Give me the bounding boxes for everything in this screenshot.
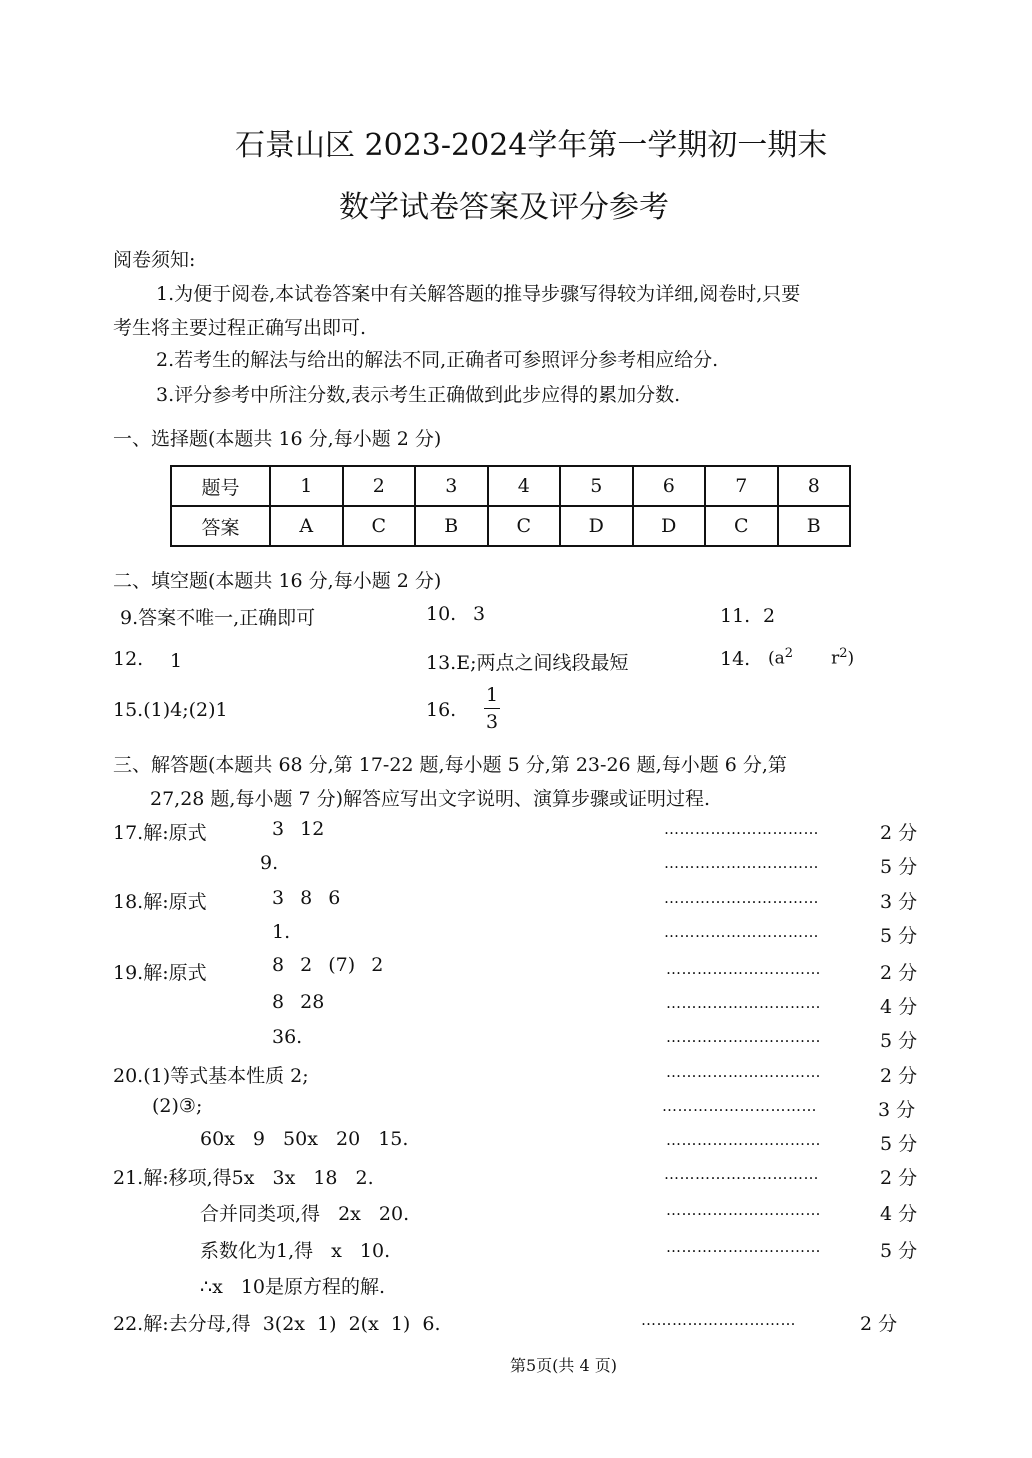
q21-score-3: 5 分: [880, 1240, 918, 1262]
question-number: 2: [343, 466, 416, 506]
answer-q14-label: 14.: [720, 648, 751, 670]
question-number: 8: [778, 466, 851, 506]
fraction-bar: [484, 708, 500, 709]
q19-score-2: 4 分: [880, 996, 918, 1018]
q17-score-1: 2 分: [880, 822, 918, 844]
question-number: 4: [488, 466, 561, 506]
score-leader: …………………………: [666, 1028, 821, 1046]
score-leader: …………………………: [641, 1311, 796, 1329]
q22-score-1: 2 分: [860, 1313, 898, 1335]
row-label-answer: 答案: [171, 506, 270, 546]
answer-cell: C: [488, 506, 561, 546]
answer-q13: 13.E;两点之间线段最短: [426, 652, 629, 674]
q20-score-1: 2 分: [880, 1065, 918, 1087]
score-leader: …………………………: [662, 1097, 817, 1115]
notice-item-2: 2.若考生的解法与给出的解法不同,正确者可参照评分参考相应给分.: [156, 349, 719, 371]
question-number: 5: [560, 466, 633, 506]
question-number: 7: [705, 466, 778, 506]
answer-q9: 9.答案不唯一,正确即可: [120, 607, 316, 629]
q18-step-1: 3 8 6: [272, 887, 341, 909]
q19-step-2: 8 28: [272, 991, 325, 1013]
answer-q10-value: 3: [473, 603, 486, 625]
answer-q12-label: 12.: [113, 648, 144, 670]
answer-table: [170, 465, 851, 547]
score-leader: …………………………: [666, 1238, 821, 1256]
question-number: 6: [633, 466, 706, 506]
q19-step-1: 8 2 (7) 2: [272, 954, 384, 976]
notice-item-1b: 考生将主要过程正确写出即可.: [113, 317, 367, 339]
title-line-2: 数学试卷答案及评分参考: [339, 190, 669, 225]
q21-score-2: 4 分: [880, 1203, 918, 1225]
score-leader: …………………………: [664, 820, 819, 838]
q17-score-2: 5 分: [880, 856, 918, 878]
q20-step-1: 20.(1)等式基本性质 2;: [113, 1065, 309, 1087]
score-leader: …………………………: [664, 1165, 819, 1183]
section2-heading: 二、填空题(本题共 16 分,每小题 2 分): [113, 570, 442, 592]
fraction-denominator: 3: [485, 711, 499, 733]
answer-cell: D: [560, 506, 633, 546]
question-number: 3: [415, 466, 488, 506]
score-leader: …………………………: [664, 854, 819, 872]
q20-score-3: 5 分: [880, 1133, 918, 1155]
q20-step-2: (2)③;: [152, 1095, 203, 1117]
score-leader: …………………………: [666, 1131, 821, 1149]
answer-q11-value: 2: [763, 605, 776, 627]
q18-label: 18.解:原式: [113, 891, 207, 913]
answer-cell: C: [343, 506, 416, 546]
q19-score-1: 2 分: [880, 962, 918, 984]
q17-step-1: 3 12: [272, 818, 325, 840]
q21-step-4: ∴x 10是原方程的解.: [200, 1276, 386, 1298]
q21-step-1: 21.解:移项,得5x 3x 18 2.: [113, 1167, 374, 1189]
score-leader: …………………………: [666, 1063, 821, 1081]
answer-q15: 15.(1)4;(2)1: [113, 699, 228, 721]
q19-step-3: 36.: [272, 1026, 303, 1048]
q20-step-3: 60x 9 50x 20 15.: [200, 1128, 409, 1150]
q17-label: 17.解:原式: [113, 822, 207, 844]
section3-heading-1: 三、解答题(本题共 68 分,第 17-22 题,每小题 5 分,第 23-26 题,每小题 6 分,第: [113, 754, 787, 776]
q22-step-1: 22.解:去分母,得 3(2x 1) 2(x 1) 6.: [113, 1313, 441, 1335]
question-number: 1: [270, 466, 343, 506]
answer-q16-label: 16.: [426, 699, 457, 721]
q20-score-2: 3 分: [878, 1099, 916, 1121]
score-leader: …………………………: [666, 1201, 821, 1219]
row-label-number: 题号: [171, 466, 270, 506]
q17-step-2: 9.: [260, 852, 279, 874]
answer-cell: A: [270, 506, 343, 546]
q21-step-3: 系数化为1,得 x 10.: [200, 1240, 391, 1262]
q18-score-2: 5 分: [880, 925, 918, 947]
q18-step-2: 1.: [272, 921, 291, 943]
answer-cell: B: [778, 506, 851, 546]
answer-q16-fraction: [484, 683, 500, 734]
score-leader: …………………………: [664, 923, 819, 941]
answer-q14-expression: ($a^2$ $r^2$): [768, 646, 855, 669]
page-footer: 第5页(共 4 页): [510, 1356, 618, 1375]
answer-cell: D: [633, 506, 706, 546]
q19-score-3: 5 分: [880, 1030, 918, 1052]
score-leader: …………………………: [666, 960, 821, 978]
score-leader: …………………………: [666, 994, 821, 1012]
q19-label: 19.解:原式: [113, 962, 207, 984]
answer-cell: B: [415, 506, 488, 546]
answer-table-answer-row: [171, 506, 850, 546]
answer-q12-value: 1: [170, 650, 183, 672]
answer-q11-label: 11.: [720, 605, 751, 627]
score-leader: …………………………: [664, 889, 819, 907]
notice-heading: 阅卷须知:: [113, 249, 196, 271]
section3-heading-2: 27,28 题,每小题 7 分)解答应写出文字说明、演算步骤或证明过程.: [150, 788, 711, 810]
notice-item-3: 3.评分参考中所注分数,表示考生正确做到此步应得的累加分数.: [156, 384, 681, 406]
notice-item-1a: 1.为便于阅卷,本试卷答案中有关解答题的推导步骤写得较为详细,阅卷时,只要: [156, 283, 801, 305]
fraction-numerator: 1: [485, 684, 499, 706]
answer-table-number-row: [171, 466, 850, 506]
section1-heading: 一、选择题(本题共 16 分,每小题 2 分): [113, 428, 442, 450]
title-line-1: 石景山区 2023-2024学年第一学期初一期末: [235, 128, 828, 163]
answer-q10-label: 10.: [426, 603, 457, 625]
answer-cell: C: [705, 506, 778, 546]
q21-score-1: 2 分: [880, 1167, 918, 1189]
q21-step-2: 合并同类项,得 2x 20.: [200, 1203, 410, 1225]
q18-score-1: 3 分: [880, 891, 918, 913]
